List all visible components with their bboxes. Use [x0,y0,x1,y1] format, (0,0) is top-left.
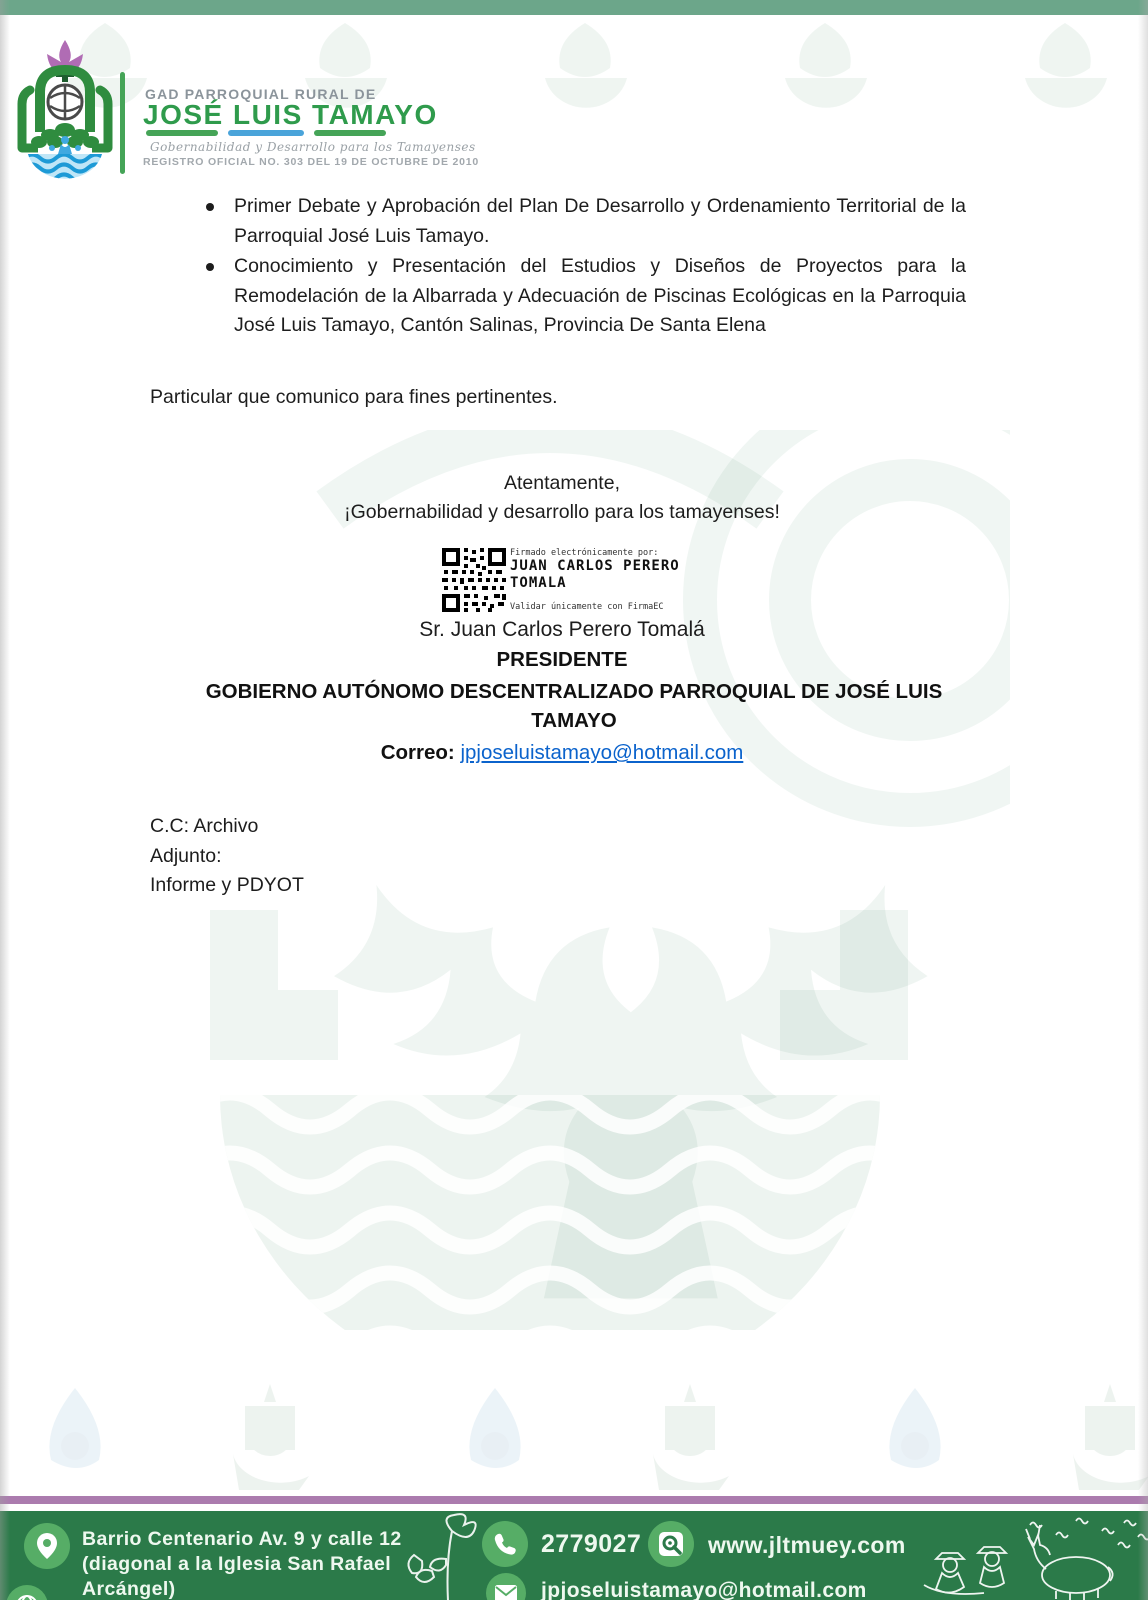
cc-line: C.C: Archivo [150,815,259,837]
closing-note: Particular que comunico para fines pertinentes. [150,386,558,408]
footer-address-line1: Barrio Centenario Av. 9 y calle 12 [82,1528,402,1550]
phone-icon [482,1521,528,1567]
underline-bar-green-right [314,130,386,136]
envelope-icon [486,1573,526,1600]
email-label: Correo: [380,741,455,764]
attachment-line: Informe y PDYOT [150,874,304,896]
underline-bar-green-left [146,130,218,136]
cc-block [150,812,304,901]
bullet-item-1 [200,192,966,251]
signature-texts [510,548,760,612]
top-accent-bar [0,0,1148,15]
bird [1102,1529,1114,1534]
org-registro: REGISTRO OFICIAL NO. 303 DEL 19 DE OCTUBRE DE 2010 [143,156,480,168]
underline-bar-blue [228,130,304,136]
footer-banner [0,1511,1148,1600]
page-edge-right [1138,0,1148,1600]
location-pin-icon [24,1523,70,1569]
footer-website: www.jltmuey.com [708,1532,906,1558]
adjunto-line: Adjunto: [150,844,222,867]
watermark-bottom-row [0,1378,1148,1496]
flower-line-art [402,1513,494,1600]
bullet-dot [206,263,214,271]
bullet-dot [206,203,214,211]
bird [1118,1543,1130,1548]
signer-qr-name-line2: TOMALA [510,575,567,591]
qr-code [440,546,508,614]
footer-white-line [0,1504,1148,1511]
footer-purple-line [0,1496,1148,1504]
bird [1124,1521,1136,1526]
page-edge-left [0,0,10,1600]
parish-crest-logo [8,36,122,188]
salutation: Atentamente, [504,472,620,494]
footer-address-line3: Arcángel) [82,1578,176,1600]
email-line [0,741,1124,765]
footer-address [82,1527,434,1600]
motto-line: ¡Gobernabilidad y desarrollo para los tamayenses! [344,501,780,523]
bullet-item-2-text: Conocimiento y Presentación del Estudios y Diseños de Proyectos para la Remodelación de la Albarrada y Adecuación de Piscinas Ecológicas en la Parroquia José Luis Tamayo, Cantón Salinas, Provincia De Santa Elena [234,255,966,336]
validate-firmaec-label: Validar únicamente con FirmaEC [510,602,664,612]
signed-electronically-label: Firmado electrónicamente por: [510,548,659,558]
electronic-signature-block [440,546,770,616]
email-link[interactable]: jpjoseluistamayo@hotmail.com [460,741,744,764]
farmers-donkey-illustration [880,1511,1148,1600]
footer-phone: 2779027 [541,1530,642,1558]
bird [1056,1533,1068,1538]
bird [1076,1519,1088,1524]
bullet-item-1-text: Primer Debate y Aprobación del Plan De Desarrollo y Ordenamiento Territorial de la Parroquial José Luis Tamayo. [234,195,966,247]
org-name-title: JOSÉ LUIS TAMAYO [143,99,438,130]
footer-address-line2: (diagonal a la Iglesia San Rafael [82,1553,392,1575]
globe-icon-partial [6,1585,48,1600]
signer-organization-text: GOBIERNO AUTÓNOMO DESCENTRALIZADO PARROQUIAL DE JOSÉ LUIS TAMAYO [205,680,943,732]
signer-organization [0,677,1148,735]
header-divider [120,72,125,174]
signer-name: Sr. Juan Carlos Perero Tomalá [419,618,705,641]
signer-qr-name-line1: JUAN CARLOS PERERO [510,558,680,574]
org-slogan: Gobernabilidad y Desarrollo para los Tamayenses [150,140,476,154]
signer-title: PRESIDENTE [496,648,628,671]
agenda-bullet-list [200,192,966,342]
bullet-item-2 [200,252,966,341]
footer-email: jpjoseluistamayo@hotmail.com [541,1579,867,1600]
browser-search-icon [648,1521,694,1567]
org-small-label: GAD PARROQUIAL RURAL DE [145,86,377,102]
